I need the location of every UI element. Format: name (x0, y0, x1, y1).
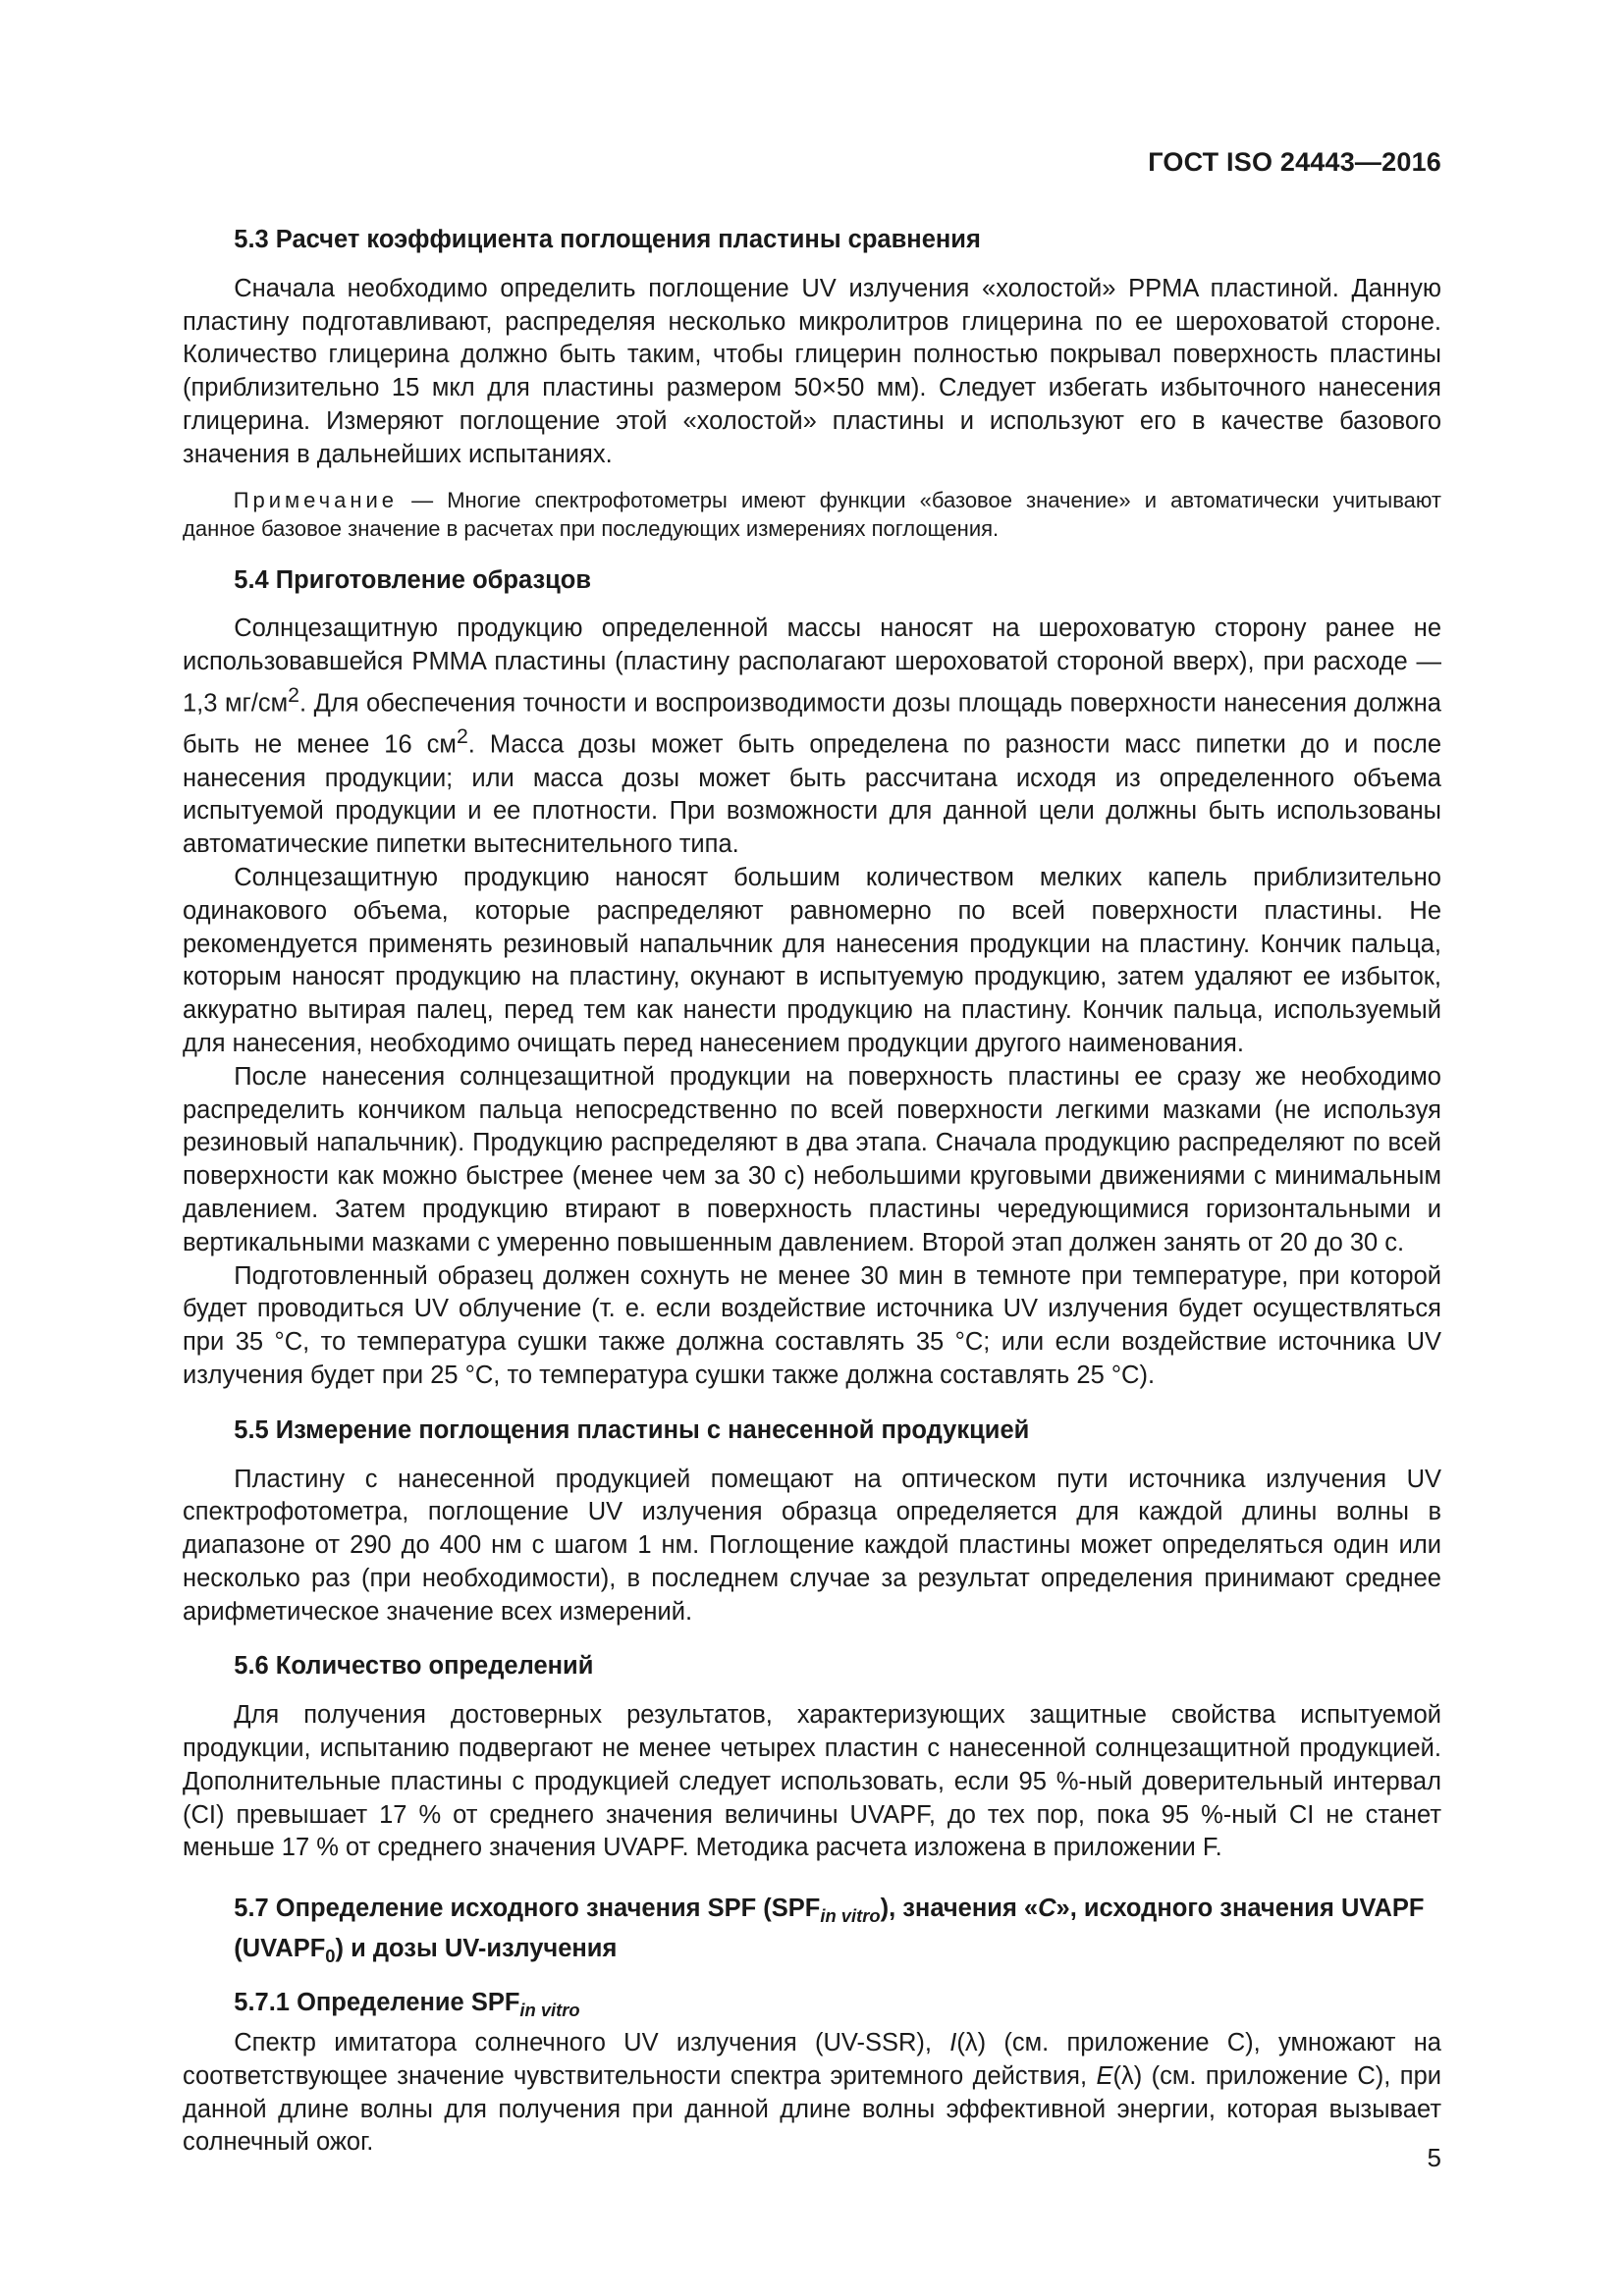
section-5-7-1-heading (183, 1987, 1441, 2027)
section-5-3-paragraph: Сначала необходимо определить поглощение UV излучения «холостой» PPMA пластиной. Данную пластину подготавливают, распределяя несколько микролитров глицерина по ее шероховатой стороне. Количество глицерина должно быть таким, чтобы глицерин полностью покрывал поверхность пластины (приблизительно 15 мкл для пластины размером 50×50 мм). Следует избегать избыточного нанесения глицерина. Измеряют поглощение этой «холостой» пластины и используют его в качестве базового значения в дальнейших испытаниях. (183, 274, 1441, 468)
note-text: — Многие спектрофотометры имеют функции «базовое значение» и автоматически учитывают данное базовое значение в расчетах при последующих измерениях поглощения. (183, 487, 1441, 541)
document-body (183, 224, 1441, 2160)
section-5-4-heading: 5.4 Приготовление образцов (234, 565, 592, 594)
superscript: 2 (288, 682, 299, 707)
subscript: in vitro (519, 2000, 580, 2021)
section-5-4-paragraph-1 (183, 613, 1441, 862)
text-run: Солнцезащитную продукцию определенной массы наносят на шероховатую сторону ранее не использовавшейся PMMA пластины (пластину располагают шероховатой стороной вверх), при расходе — 1,3 мг/см (183, 614, 1441, 718)
text-run: ), значения « (880, 1895, 1039, 1923)
text-run: . Масса дозы может быть определена по разности масс пипетки до и после нанесения продукции; или масса дозы может быть рассчитана исходя из определенного объема испытуемой продукции и ее плотности. При возможности для данной цели должны быть использованы автоматические пипетки вытеснительного типа. (183, 730, 1442, 859)
page-number: 5 (1427, 2143, 1441, 2172)
italic-symbol: E (1096, 2061, 1113, 2090)
subscript: 0 (325, 1946, 336, 1967)
section-5-7-1-paragraph (183, 2027, 1441, 2160)
subscript: in vitro (820, 1905, 881, 1927)
text-run: (λ) (см. приложение С), при данной длине волны для получения при данной длине волны эффективной энергии, которая вызывает солнечный ожог. (183, 2061, 1441, 2157)
section-5-4-paragraph-2: Солнцезащитную продукцию наносят большим количеством мелких капель приблизительно одинакового объема, которые распределяют равномерно по всей поверхности пластины. Не рекомендуется применять резиновый напальчник для нанесения продукции на пластину. Кончик пальца, которым наносят продукцию на пластину, окунают в испытуемую продукцию, затем удаляют ее избыток, аккуратно вытирая палец, перед тем как нанести продукцию на пластину. Кончик пальца, используемый для нанесения, необходимо очищать перед нанесением продукции другого наименования. (183, 863, 1441, 1057)
note-paragraph (183, 486, 1441, 543)
text-run: ) и дозы UV-излучения (335, 1935, 618, 1963)
text-run: Спектр имитатора солнечного UV излучения (UV-SSR), (234, 2028, 950, 2056)
superscript: 2 (456, 724, 468, 749)
section-5-4-paragraph-3: После нанесения солнцезащитной продукции на поверхность пластины ее сразу же необходимо распределить кончиком пальца непосредственно по всей поверхности легкими мазками (не используя резиновый напальчник). Продукцию распределяют в два этапа. Сначала продукцию распределяют по всей поверхности как можно быстрее (менее чем за 30 с) небольшими круговыми движениями с минимальным давлением. Затем продукцию втирают в поверхность пластины чередующимися горизонтальными и вертикальными мазками с умеренно повышенным давлением. Второй этап должен занять от 20 до 30 с. (183, 1062, 1441, 1256)
note-label: Примечание (233, 487, 399, 512)
text-run: », исходного значения UVAPF (UVAPF (234, 1895, 1425, 1963)
italic-symbol: I (949, 2028, 957, 2056)
text-run: (λ) (см. приложение С), умножают на соответствующее значение чувствительности спектра эритемного действия, (183, 2028, 1441, 2090)
text-run: . Для обеспечения точности и воспроизводимости дозы площадь поверхности нанесения должна быть не менее 16 см (183, 689, 1441, 759)
section-5-7-heading (183, 1893, 1441, 1973)
section-5-3-heading: 5.3 Расчет коэффициента поглощения пластины сравнения (234, 226, 981, 253)
document-header: ГОСТ ISO 24443—2016 (1148, 147, 1441, 177)
section-5-5-paragraph: Пластину с нанесенной продукцией помещают на оптическом пути источника излучения UV спектрофотометра, поглощение UV излучения образца определяется для каждой длины волны в диапазоне от 290 до 400 нм с шагом 1 нм. Поглощение каждой пластины может определяться один или несколько раз (при необходимости), в последнем случае за результат определения принимают среднее арифметическое значение всех измерений. (183, 1465, 1441, 1626)
text-run: 5.7 Определение исходного значения SPF (SPF (234, 1895, 821, 1923)
italic-symbol: C (1038, 1895, 1056, 1923)
section-5-5-heading: 5.5 Измерение поглощения пластины с нанесенной продукцией (234, 1415, 1030, 1444)
section-5-4-paragraph-4: Подготовленный образец должен сохнуть не менее 30 мин в темноте при температуре, при которой будет проводиться UV облучение (т. е. если воздействие источника UV излучения будет осуществляться при 35 °С, то температура сушки также должна составлять 35 °С; или если воздействие источника UV излучения будет при 25 °С, то температура сушки также должна составлять 25 °С). (183, 1261, 1441, 1389)
text-run: 5.7.1 Определение SPF (234, 1989, 520, 2017)
section-5-6-paragraph: Для получения достоверных результатов, характеризующих защитные свойства испытуемой продукции, испытанию подвергают не менее четырех пластин с нанесенной солнцезащитной продукцией. Дополнительные пластины с продукцией следует использовать, если 95 %-ный доверительный интервал (CI) превышает 17 % от среднего значения величины UVAPF, до тех пор, пока 95 %-ный CI не станет меньше 17 % от среднего значения UVAPF. Методика расчета изложена в приложении F. (183, 1701, 1441, 1862)
section-5-6-heading: 5.6 Количество определений (234, 1652, 594, 1681)
